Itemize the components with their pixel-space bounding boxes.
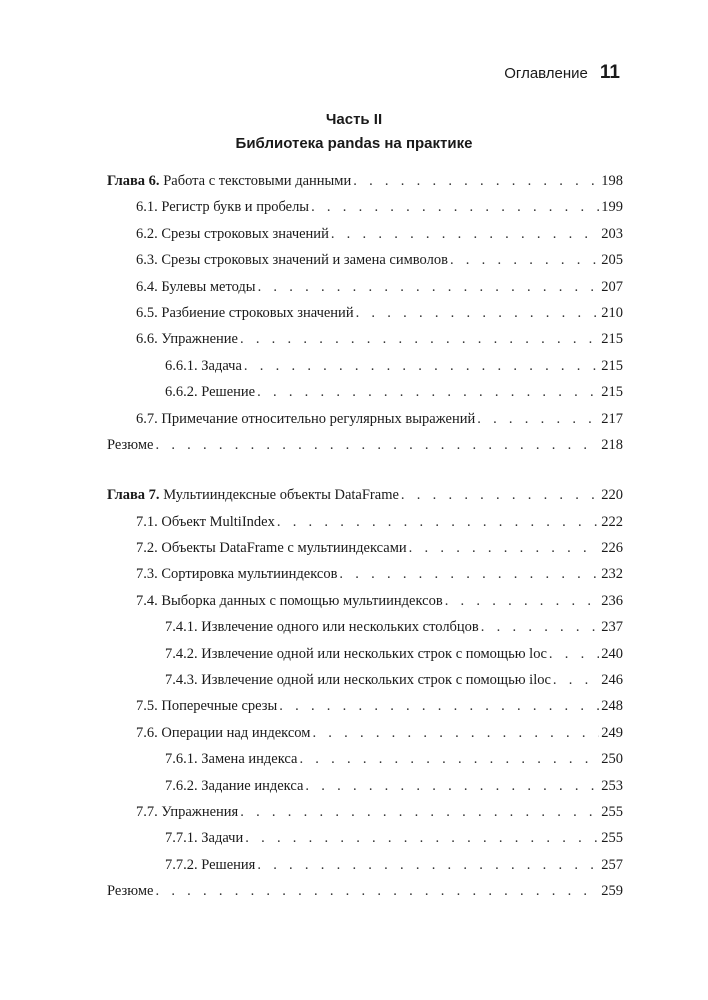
leader-dots — [312, 725, 599, 742]
page-number: 259 — [601, 883, 623, 900]
leader-dots — [450, 252, 599, 269]
toc-entry[interactable] — [107, 566, 623, 592]
leader-dots — [277, 514, 599, 531]
leader-dots — [305, 778, 599, 795]
entry-title: Резюме — [107, 436, 154, 453]
toc-entry[interactable] — [107, 226, 623, 252]
toc-subentry[interactable] — [107, 778, 623, 804]
leader-dots — [311, 199, 599, 216]
toc-entry[interactable] — [107, 199, 623, 225]
toc-subentry[interactable] — [107, 751, 623, 777]
page-number: 220 — [601, 487, 623, 504]
page-number: 240 — [601, 645, 623, 662]
entry-title: 6.4. Булевы методы — [136, 278, 256, 295]
entry-title: 6.1. Регистр букв и пробелы — [136, 199, 310, 216]
leader-dots — [240, 804, 599, 821]
toc-subentry[interactable] — [107, 857, 623, 883]
entry-title: 6.6.1. Задача — [165, 357, 242, 374]
toc-subentry[interactable] — [107, 672, 623, 698]
toc-entry[interactable] — [107, 725, 623, 751]
leader-dots — [353, 173, 599, 190]
page-number: 249 — [601, 724, 623, 741]
toc-subentry[interactable] — [107, 619, 623, 645]
leader-dots — [279, 698, 599, 715]
page-number: 218 — [601, 436, 623, 453]
page-number: 246 — [601, 672, 623, 689]
page-number: 215 — [601, 357, 623, 374]
page-number: 236 — [601, 592, 623, 609]
entry-title: 7.4. Выборка данных с помощью мультииндексов — [136, 592, 443, 609]
toc-entry[interactable] — [107, 252, 623, 278]
toc-chapter-6[interactable] — [107, 173, 623, 199]
page-number: 217 — [601, 410, 623, 427]
leader-dots — [445, 593, 600, 610]
toc-entry[interactable] — [107, 804, 623, 830]
chapter-title: Работа с текстовыми данными — [163, 173, 352, 189]
page-number: 237 — [601, 619, 623, 636]
page-number: 199 — [601, 199, 623, 216]
entry-title: 7.7. Упражнения — [136, 803, 239, 820]
leader-dots — [409, 540, 600, 557]
leader-dots — [401, 487, 599, 504]
entry-title: 6.5. Разбиение строковых значений — [136, 304, 354, 321]
leader-dots — [240, 331, 599, 348]
toc-entry[interactable] — [107, 698, 623, 724]
chapter-prefix: Глава 6. — [107, 173, 160, 189]
leader-dots — [155, 883, 599, 900]
chapter-prefix: Глава 7. — [107, 487, 160, 504]
leader-dots — [553, 672, 599, 689]
toc-chapter-7[interactable] — [107, 487, 623, 513]
toc-entry[interactable] — [107, 593, 623, 619]
toc-entry[interactable] — [107, 540, 623, 566]
page-number: 207 — [601, 278, 623, 295]
page-number: 253 — [601, 777, 623, 794]
toc-entry[interactable] — [107, 279, 623, 305]
leader-dots — [257, 857, 599, 874]
entry-title: 7.4.3. Извлечение одной или нескольких строк с помощью iloc — [165, 672, 551, 689]
entry-title: 7.2. Объекты DataFrame с мультииндексами — [136, 540, 407, 557]
leader-dots — [356, 305, 600, 322]
leader-dots — [155, 437, 599, 454]
entry-title: 7.7.2. Решения — [165, 856, 256, 873]
page-number: 205 — [601, 252, 623, 269]
page-number: 248 — [601, 698, 623, 715]
header-page-number: 11 — [599, 62, 620, 83]
leader-dots — [258, 279, 600, 296]
running-header — [504, 62, 620, 84]
page-number: 226 — [601, 540, 623, 557]
entry-title: 6.2. Срезы строковых значений — [136, 225, 329, 242]
entry-title: 6.7. Примечание относительно регулярных выражений — [136, 410, 476, 427]
toc-entry-summary[interactable] — [107, 883, 623, 909]
part-heading — [0, 108, 708, 156]
entry-title: 6.3. Срезы строковых значений и замена символов — [136, 252, 448, 269]
page-number: 222 — [601, 513, 623, 530]
toc-subentry[interactable] — [107, 646, 623, 672]
leader-dots — [244, 358, 599, 375]
chapter-title: Мультииндексные объекты DataFrame — [163, 487, 399, 504]
entry-title: 7.6.1. Замена индекса — [165, 751, 298, 768]
toc-subentry[interactable] — [107, 830, 623, 856]
leader-dots — [549, 646, 599, 663]
page-number: 255 — [601, 803, 623, 820]
table-of-contents — [107, 173, 623, 910]
toc-entry[interactable] — [107, 411, 623, 437]
leader-dots — [299, 751, 599, 768]
entry-title: 7.1. Объект MultiIndex — [136, 513, 275, 530]
entry-title: 6.6. Упражнение — [136, 331, 238, 348]
entry-title: 7.6.2. Задание индекса — [165, 777, 304, 794]
header-section-title: Оглавление — [504, 65, 588, 82]
page-number: 215 — [601, 331, 623, 348]
part-title: Библиотека pandas на практике — [235, 135, 473, 152]
toc-subentry[interactable] — [107, 358, 623, 384]
leader-dots — [245, 830, 599, 847]
entry-title: 7.4.2. Извлечение одной или нескольких строк с помощью loc — [165, 645, 547, 662]
page-number: 215 — [601, 384, 623, 401]
entry-title: 7.7.1. Задачи — [165, 830, 244, 847]
entry-title: Резюме — [107, 883, 154, 900]
page-number: 203 — [601, 225, 623, 242]
entry-title: 7.5. Поперечные срезы — [136, 698, 278, 715]
page-number: 232 — [601, 566, 623, 583]
toc-entry[interactable] — [107, 305, 623, 331]
leader-dots — [477, 411, 599, 428]
entry-title: 7.3. Сортировка мультииндексов — [136, 566, 338, 583]
toc-entry[interactable] — [107, 514, 623, 540]
entry-title: 7.4.1. Извлечение одного или нескольких столбцов — [165, 619, 479, 636]
page-number: 257 — [601, 856, 623, 873]
toc-subentry[interactable] — [107, 384, 623, 410]
page-number: 250 — [601, 751, 623, 768]
toc-entry[interactable] — [107, 331, 623, 357]
leader-dots — [257, 384, 599, 401]
entry-title: 6.6.2. Решение — [165, 384, 256, 401]
part-label: Часть II — [325, 111, 383, 128]
leader-dots — [481, 619, 599, 636]
entry-title: 7.6. Операции над индексом — [136, 724, 311, 741]
page-number: 198 — [601, 173, 623, 189]
leader-dots — [339, 566, 599, 583]
toc-entry-summary[interactable] — [107, 437, 623, 463]
page-number: 210 — [601, 304, 623, 321]
page-number: 255 — [601, 830, 623, 847]
leader-dots — [331, 226, 599, 243]
